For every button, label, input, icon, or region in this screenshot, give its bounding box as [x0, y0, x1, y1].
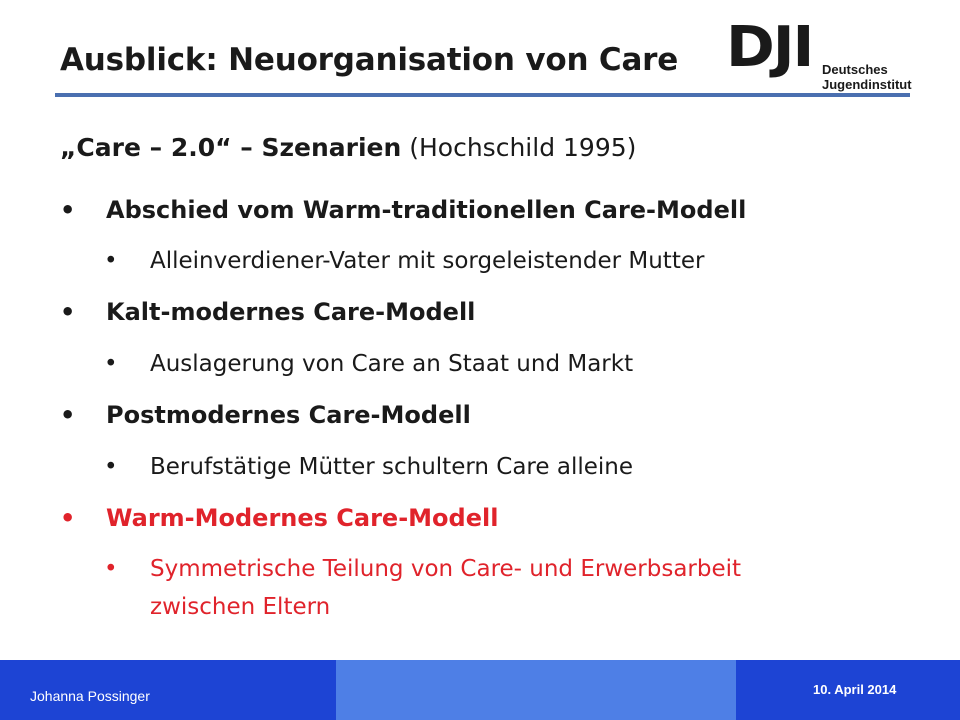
bullet-text: Berufstätige Mütter schultern Care alleine [150, 454, 633, 480]
bullet-glyph: • [60, 504, 76, 532]
bullet-text: Postmodernes Care-Modell [106, 401, 471, 429]
logo-line-2: Jugendinstitut [822, 77, 912, 92]
bullet-text-line-2: zwischen Eltern [150, 594, 331, 620]
bullet-text: Alleinverdiener-Vater mit sorgeleistender Mutter [150, 248, 705, 274]
bullet-glyph: • [60, 298, 76, 326]
dji-logo-mark: DJI [726, 15, 813, 80]
bullet-glyph: • [104, 454, 118, 480]
bullet-text: Abschied vom Warm-traditionellen Care-Modell [106, 196, 747, 224]
footer-right-panel [736, 660, 960, 720]
footer-middle-panel [336, 660, 736, 720]
footer-left-panel [0, 660, 336, 720]
subtitle-citation: (Hochschild 1995) [401, 133, 637, 162]
slide-subtitle [60, 133, 636, 162]
bullet-glyph: • [104, 556, 118, 582]
footer-author: Johanna Possinger [30, 688, 150, 704]
subtitle-bold: „Care – 2.0“ – Szenarien [60, 133, 402, 162]
logo-line-1: Deutsches [822, 62, 888, 77]
bullet-text: Warm-Modernes Care-Modell [106, 504, 499, 532]
footer-date: 10. April 2014 [813, 682, 897, 697]
bullet-glyph: • [60, 196, 76, 224]
bullet-glyph: • [104, 248, 118, 274]
bullet-text: Kalt-modernes Care-Modell [106, 298, 476, 326]
bullet-glyph: • [60, 401, 76, 429]
bullet-text: Auslagerung von Care an Staat und Markt [150, 351, 634, 377]
bullet-text: Symmetrische Teilung von Care- und Erwerbsarbeit [150, 556, 742, 582]
slide-title: Ausblick: Neuorganisation von Care [60, 42, 679, 78]
slide-footer [0, 660, 960, 720]
bullet-glyph: • [104, 351, 118, 377]
